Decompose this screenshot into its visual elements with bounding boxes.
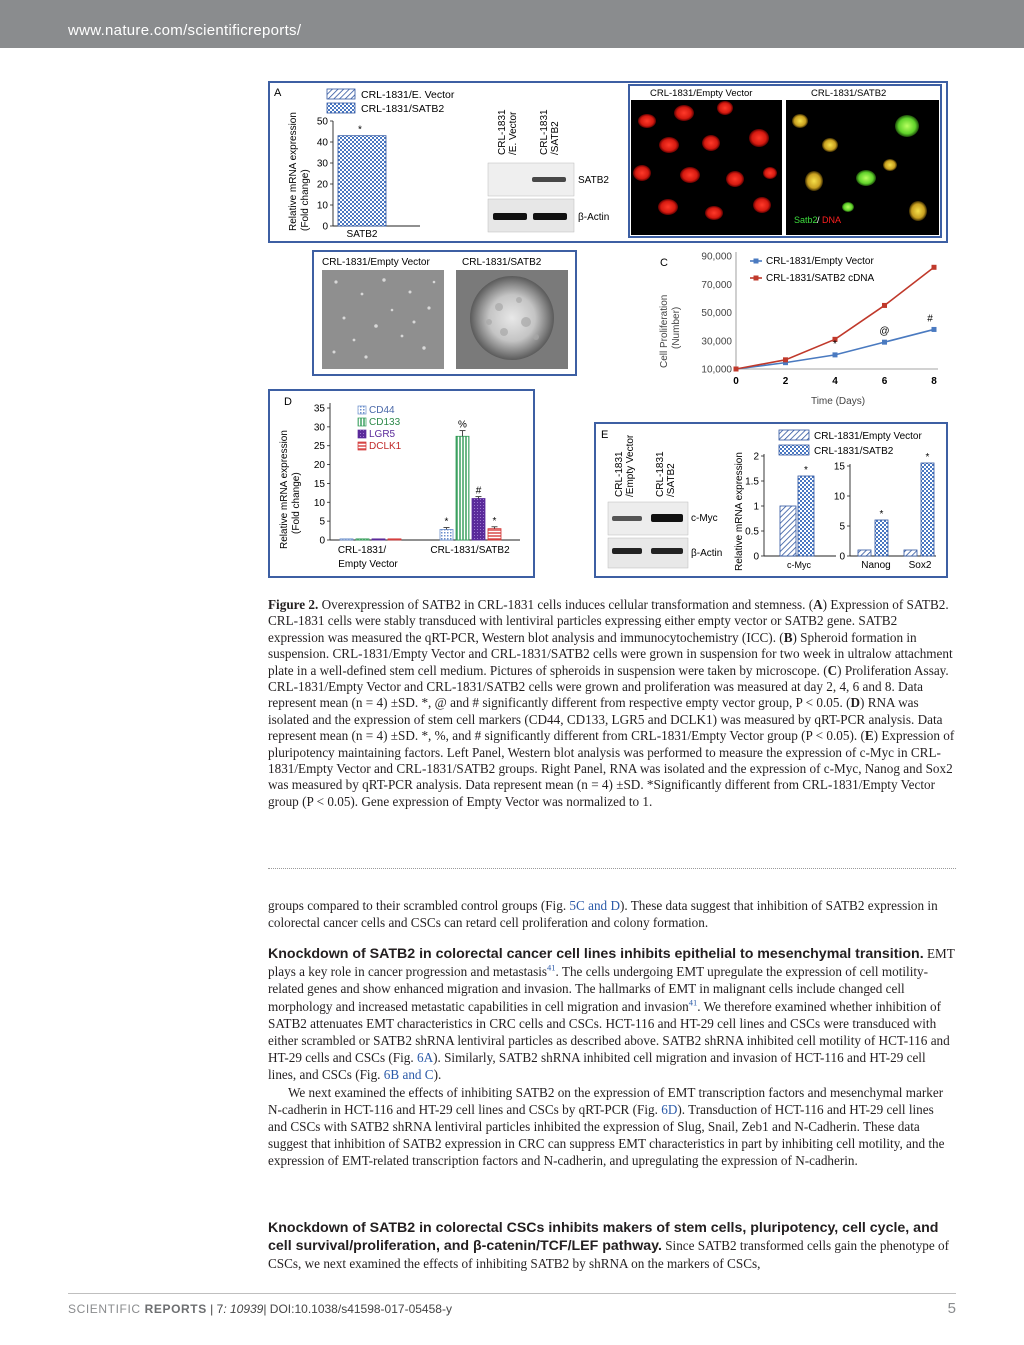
panel-b-title-empty-vector: CRL-1831/Empty Vector <box>322 257 430 268</box>
legend-label-empty-vector: CRL-1831/E. Vector <box>361 89 455 101</box>
section-heading-emt: Knockdown of SATB2 in colorectal cancer cell lines inhibits epithelial to mesenchymal transition. <box>268 946 924 962</box>
footer-journal-a: SCIENTIFIC <box>68 1302 145 1316</box>
caption-text-4: ) Proliferation Assay. CRL-1831/Empty Vector and CRL-1831/SATB2 cells were grown and proliferation was measured at day 2, 4, 6 and 8. Data represent mean (n = 4) ±SD. *, @ and # significantly different from respective empty vector group, P < 0.05. ( <box>268 662 949 711</box>
panel-e-xlabel-cmyc: c-Myc <box>787 560 811 570</box>
panel-c-chart <box>650 244 950 412</box>
panel-e-bar-1-1 <box>875 520 888 556</box>
section-stem-markers <box>268 1219 956 1273</box>
panel-e-blot-row-cmyc: c-Myc <box>691 513 718 524</box>
ref-41-b[interactable]: 41 <box>688 997 698 1008</box>
panel-d-mark-cd133: % <box>458 419 467 431</box>
panel-d-letter: D <box>284 396 292 408</box>
panel-d-bar-1-1 <box>456 436 469 540</box>
panel-a-ytick-label-2: 30 <box>316 158 328 170</box>
link-fig-5cd[interactable]: 5C and D <box>569 898 620 913</box>
panel-e-bars <box>780 463 934 556</box>
panel-e-right-ytick-label-2: 5 <box>839 521 845 533</box>
caption-text-1: Overexpression of SATB2 in CRL-1831 cells induces cellular transformation and stemness. ( <box>318 597 814 612</box>
panel-e-right-ytick-label-0: 15 <box>833 461 845 473</box>
panel-b-spheroid <box>470 276 554 360</box>
panel-e-blot-col-1-line2: /Empty Vector <box>625 434 636 497</box>
section-heading-stem: Knockdown of SATB2 in colorectal CSCs inhibits makers of stem cells, pluripotency, cell cycle, and cell survival/proliferation, and β-catenin/TCF/LEF pathway. <box>268 1220 939 1255</box>
panel-d-ytick-label-6: 5 <box>319 516 325 528</box>
panel-a-ylabel-unit: (Fold change) <box>300 169 311 231</box>
panel-a-ytick-label-3: 20 <box>316 179 328 191</box>
section-emt <box>268 945 956 1170</box>
panel-a-ylabel: Relative mRNA expression <box>288 112 299 231</box>
blot-col-2-line2: /SATB2 <box>550 121 561 155</box>
panel-e-left-ytick-label-1: 1.5 <box>745 476 759 488</box>
figure-caption <box>268 597 956 810</box>
panel-c-point-1-0 <box>734 367 739 372</box>
footer-article: : 10939 <box>223 1302 264 1316</box>
header-url[interactable]: www.nature.com/scientificreports/ <box>68 22 302 39</box>
panel-a-bar-satb2 <box>338 136 386 226</box>
paragraph-1-text-b: ). These data suggest that inhibition of SATB2 expression in colorectal cancer cells and CSCs can retard cell proliferation and colony formation. <box>268 898 938 931</box>
icc-stain-satb2: Satb2 <box>794 215 818 225</box>
caption-letter-a: A <box>813 597 823 612</box>
panel-d-mark-cd44: * <box>444 516 449 528</box>
caption-text-6: ) Expression of pluripotency maintaining factors. Left Panel, Western blot analysis was performed to measure the expression of c-Myc in CRL-1831/Empty Vector and CRL-1831/SATB2 groups. Right Panel, RNA was isolated and the expression of c-Myc, Nanog and Sox2 was measured by qRT-PCR analysis. Data represent mean (n = 4) ±SD. *Significantly different from CRL-1831/Empty Vector group (P < 0.05). Gene expression of Empty Vector was normalized to 1. <box>268 728 955 809</box>
panel-d-ytick-label-1: 30 <box>313 422 325 434</box>
panel-e-blot-cmyc-band-2 <box>651 514 683 522</box>
icc-title-satb2: CRL-1831/SATB2 <box>811 88 887 99</box>
panel-d-legend-dclk1: DCLK1 <box>369 441 402 452</box>
panel-d-ytick-label-5: 10 <box>313 497 325 509</box>
panel-e-left-ytick-label-3: 0.5 <box>745 526 759 538</box>
panel-d-bar-1-2 <box>472 499 485 540</box>
blot-actin-band-2 <box>533 213 567 220</box>
panel-e-xlabel-nanog: Nanog <box>861 560 891 571</box>
panel-e-star-cmyc: * <box>804 465 808 476</box>
panel-d-yticks <box>314 404 330 547</box>
paragraph-3-text-a: We next examined the effects of inhibiting SATB2 on the expression of EMT transcription factors and mesenchymal marker N-cadherin in HCT-116 and HT-29 cell lines and CSCs by qRT-PCR (Fig. <box>268 1084 944 1117</box>
panel-e-right-yticks <box>834 462 850 563</box>
panel-c-xtick-3: 6 <box>881 376 888 387</box>
panel-e-bar-0-0 <box>780 506 796 556</box>
panel-a-xlabel: SATB2 <box>346 229 378 240</box>
panel-c-xtick-2: 4 <box>832 376 838 387</box>
panel-c-legend-marker-1 <box>754 259 759 264</box>
panel-e-right-ytick-label-1: 10 <box>833 491 845 503</box>
panel-e-blot-col-2-line2: /SATB2 <box>666 463 677 497</box>
blot-col-2-line1: CRL-1831 <box>539 109 550 155</box>
panel-d-legend-swatch-cd133 <box>358 418 366 426</box>
legend-swatch-empty-vector <box>327 89 355 99</box>
panel-c-xtick-4: 8 <box>931 376 937 387</box>
panel-a-ytick-label-4: 10 <box>316 200 328 212</box>
paragraph-2-text-c: . We therefore examined whether inhibition of SATB2 attenuates EMT characteristics in CRC cells and CSCs. HCT-116 and HT-29 cell lines and CSCs were transduced with either scrambled or SATB2 shRNA lentiviral particles as described above. SATB2 shRNA inhibited cell motility of HCT-116 and HT-29 cells and CSCs (Fig. <box>268 998 950 1066</box>
panel-c-ytick-4: 10,000 <box>701 364 732 376</box>
panel-d-legend-swatch-lgr5 <box>358 430 366 438</box>
panel-b <box>312 250 577 376</box>
panel-d-legend-swatch-dclk1 <box>358 442 366 450</box>
panel-d-ytick-label-3: 20 <box>313 460 325 472</box>
link-fig-6bc[interactable]: 6B and C <box>383 1067 434 1083</box>
panel-c-legend-marker-2 <box>754 276 759 281</box>
panel-c-ylabel-unit: (Number) <box>671 306 682 349</box>
blot-actin-band-1 <box>493 213 527 220</box>
caption-letter-d: D <box>850 695 861 711</box>
caption-letter-c: C <box>827 662 838 678</box>
paragraph-2-text-d: ). Similarly, SATB2 shRNA inhibited cell migration and invasion of HCT-116 and HT-29 cell lines, and CSCs (Fig. <box>268 1050 926 1083</box>
panel-a-significance-star: * <box>358 124 362 136</box>
panel-a-svg <box>270 83 945 240</box>
icc-stain-dna: DNA <box>822 215 842 225</box>
panel-d-bar-0-0 <box>340 539 353 540</box>
panel-d-bar-0-1 <box>356 539 369 540</box>
panel-a-letter: A <box>274 87 282 99</box>
paragraph-2 <box>268 945 956 1084</box>
panel-e-blot-actin-band-2 <box>651 548 683 554</box>
journal-header-bar <box>0 0 1024 48</box>
paragraph-4 <box>268 1219 956 1273</box>
panel-d-xcat-1-line2: Empty Vector <box>338 559 398 570</box>
footer-rule <box>68 1293 956 1294</box>
panel-e-left-ytick-label-4: 0 <box>753 551 759 563</box>
paragraph-2-text-a: EMT plays a key role in cancer progression and metastasis <box>268 946 955 980</box>
panel-e-xlabel-sox2: Sox2 <box>908 560 932 571</box>
paragraph-2-text-b: . The cells undergoing EMT upregulate the expression of cell motility-related genes and show enhanced migration and invasion. The hallmarks of EMT in malignant cells include changed cell morphology and increased metastatic capabilities in cell migration and invasion <box>268 964 929 1014</box>
panel-a-ytick-label-0: 50 <box>316 116 328 128</box>
panel-e-legend-swatch-1 <box>779 430 809 440</box>
panel-c-xticks <box>733 376 937 387</box>
panel-d-bar-0-2 <box>372 539 385 540</box>
panel-d-mark-lgr5: # <box>475 485 482 497</box>
panel-e-legend-2: CRL-1831/SATB2 <box>814 446 894 457</box>
panel-d-legend-cd44: CD44 <box>369 405 395 416</box>
paragraph-3-text-b: ). Transduction of HCT-116 and HT-29 cell lines and CSCs with SATB2 shRNA lentiviral particles inhibited the expression of Slug, Snail, Zeb1 and N-Cadherin. These data suggest that inhibition of SATB2 expression in CRC can suppress EMT characteristics in part by inhibiting cell motility, and the expression of EMT-related transcription factors and N-cadherin, and upregulating the expression of N-cadherin. <box>268 1101 945 1169</box>
panel-d-ytick-label-4: 15 <box>313 478 325 490</box>
panel-b-svg <box>314 252 574 373</box>
panel-c-xlabel: Time (Days) <box>810 396 866 407</box>
panel-d-bar-0-3 <box>388 539 401 540</box>
blot-row-satb2: SATB2 <box>578 175 609 186</box>
panel-d-legend-swatch-cd44 <box>358 406 366 414</box>
panel-c-ytick-3: 30,000 <box>701 336 732 348</box>
panel-e-bar-2-1 <box>921 463 934 556</box>
footer-journal <box>68 1302 207 1316</box>
panel-c-point-1-4 <box>932 265 937 270</box>
caption-text-5: ) RNA was isolated and the expression of stem cell markers (CD44, CD133, LGR5 and DCLK1) was measured by qRT-PCR analysis. Data represent mean (n = 4) ±SD. *, %, and # significantly different from CRL-1831/Empty Vector group (P < 0.05). ( <box>268 695 943 744</box>
panel-e-blot-row-actin: β-Actin <box>691 548 723 559</box>
panel-e-left-ytick-label-0: 2 <box>753 451 759 463</box>
icc-stain-sep: / <box>817 215 820 225</box>
panel-b-image-empty-vector <box>322 270 444 369</box>
panel-e <box>594 422 948 578</box>
caption-letter-b: B <box>783 629 793 645</box>
panel-e-right-ytick-label-3: 0 <box>839 551 845 563</box>
footer-journal-b: REPORTS <box>144 1302 207 1316</box>
panel-d-ytick-label-0: 35 <box>313 403 325 415</box>
panel-e-letter: E <box>601 429 609 441</box>
panel-c-legend-label-1: CRL-1831/Empty Vector <box>766 256 874 267</box>
link-fig-6a[interactable]: 6A <box>416 1050 434 1066</box>
panel-c-point-1-3 <box>882 303 887 308</box>
panel-c-point-0-2 <box>833 352 838 357</box>
footer <box>68 1302 452 1316</box>
panel-c-xtick-0: 0 <box>733 376 739 387</box>
caption-text-2: ) Expression of SATB2. CRL-1831 cells were stably transduced with lentiviral particles expressing either empty vector or SATB2 gene. SATB2 expression was measured the qRT-PCR, Western blot analysis and immunocytochemistry (ICC). ( <box>268 597 949 645</box>
panel-e-bar-1-0 <box>858 550 871 556</box>
panel-c-mark-hash: # <box>927 313 933 325</box>
panel-c-ytick-2: 50,000 <box>701 308 732 319</box>
blot-col-1-line1: CRL-1831 <box>497 109 508 155</box>
blot-row-actin: β-Actin <box>578 212 610 223</box>
panel-d-xcat-1-line1: CRL-1831/ <box>337 545 387 556</box>
panel-d-ytick-label-2: 25 <box>313 441 325 453</box>
legend-swatch-satb2 <box>327 103 355 113</box>
paragraph-1 <box>268 897 956 931</box>
caption-label: Figure 2. <box>268 597 319 612</box>
panel-c-mark-at: @ <box>879 326 890 338</box>
panel-d-svg <box>270 391 532 575</box>
panel-e-legend-1: CRL-1831/Empty Vector <box>814 431 922 442</box>
panel-e-bar-0-1 <box>798 476 814 556</box>
panel-c-ytick-0: 90,000 <box>701 251 732 263</box>
footer-doi[interactable]: | DOI:10.1038/s41598-017-05458-y <box>263 1302 452 1316</box>
panel-c-point-0-3 <box>882 340 887 345</box>
panel-a-ytick-label-5: 0 <box>322 221 328 233</box>
panel-a-yticks <box>317 117 333 233</box>
panel-e-blot-cmyc-band-1 <box>612 516 642 521</box>
panel-e-legend-swatch-2 <box>779 445 809 455</box>
panel-c-letter: C <box>660 257 668 269</box>
panel-e-left-ytick-label-2: 1 <box>753 501 759 513</box>
blot-col-1-line2: /E. Vector <box>508 111 519 155</box>
panel-c-point-0-4 <box>932 327 937 332</box>
paragraph-4-text: Since SATB2 transformed cells gain the phenotype of CSCs, we next examined the effects of inhibiting SATB2 by shRNA on the markers of CSCs, <box>268 1238 950 1272</box>
paragraph-1-text-a: groups compared to their scrambled control groups (Fig. <box>268 898 570 913</box>
caption-separator <box>268 868 956 869</box>
panel-d-bar-1-3 <box>488 529 501 540</box>
body-text <box>268 897 956 931</box>
panel-d <box>268 389 535 578</box>
panel-a-ytick-label-1: 40 <box>316 137 328 149</box>
panel-d-legend-cd133: CD133 <box>369 417 401 428</box>
paragraph-2-text-e: ). <box>433 1067 442 1083</box>
footer-sep: | <box>206 1302 217 1316</box>
panel-c-ytick-1: 70,000 <box>701 279 732 291</box>
panel-c-point-1-1 <box>783 357 788 362</box>
panel-d-bar-1-0 <box>440 529 453 540</box>
panel-e-star-nanog: * <box>879 509 884 520</box>
legend-label-satb2: CRL-1831/SATB2 <box>361 103 445 115</box>
panel-e-left-yticks <box>745 452 764 563</box>
panel-e-star-sox2: * <box>925 452 930 463</box>
panel-d-ylabel-unit: (Fold change) <box>291 472 302 534</box>
footer-volume: 7 <box>216 1302 224 1316</box>
panel-e-ylabel: Relative mRNA expression <box>734 452 745 571</box>
icc-title-empty-vector: CRL-1831/Empty Vector <box>650 88 753 99</box>
blot-satb2-band <box>532 177 566 182</box>
link-fig-6d[interactable]: 6D <box>661 1101 678 1117</box>
panel-e-svg <box>596 424 945 575</box>
panel-c-xtick-1: 2 <box>782 376 789 387</box>
paragraph-3 <box>268 1084 956 1170</box>
panel-d-xcat-2: CRL-1831/SATB2 <box>430 545 510 556</box>
panel-a <box>268 81 948 243</box>
panel-e-bar-2-0 <box>904 550 917 556</box>
caption-letter-e: E <box>864 728 874 744</box>
panel-c-legend-label-2: CRL-1831/SATB2 cDNA <box>766 273 875 284</box>
panel-e-blot-actin-band-1 <box>612 548 642 554</box>
panel-e-blot-col-1-line1: CRL-1831 <box>614 451 625 497</box>
panel-c-yticks <box>701 252 732 376</box>
panel-d-ytick-label-7: 0 <box>319 535 325 547</box>
page-number: 5 <box>947 1300 956 1317</box>
caption-text-3: ) Spheroid formation in suspension. CRL-1831/Empty Vector and CRL-1831/SATB2 cells were grown in suspension for two week in ultralow attachment plate in a well-defined stem cell medium. Pictures of spheroids in suspension were taken by microscope. ( <box>268 629 953 678</box>
panel-d-mark-dclk1: * <box>492 515 497 527</box>
ref-41-a[interactable]: 41 <box>547 962 556 973</box>
panel-d-ylabel: Relative mRNA expression <box>279 430 290 549</box>
panel-b-title-satb2: CRL-1831/SATB2 <box>462 257 542 268</box>
panel-c-ylabel: Cell Proliferation <box>659 294 670 368</box>
panel-e-blot-col-2-line1: CRL-1831 <box>655 451 666 497</box>
panel-c-mark-star: * <box>833 338 837 350</box>
panel-d-legend-lgr5: LGR5 <box>369 429 396 440</box>
